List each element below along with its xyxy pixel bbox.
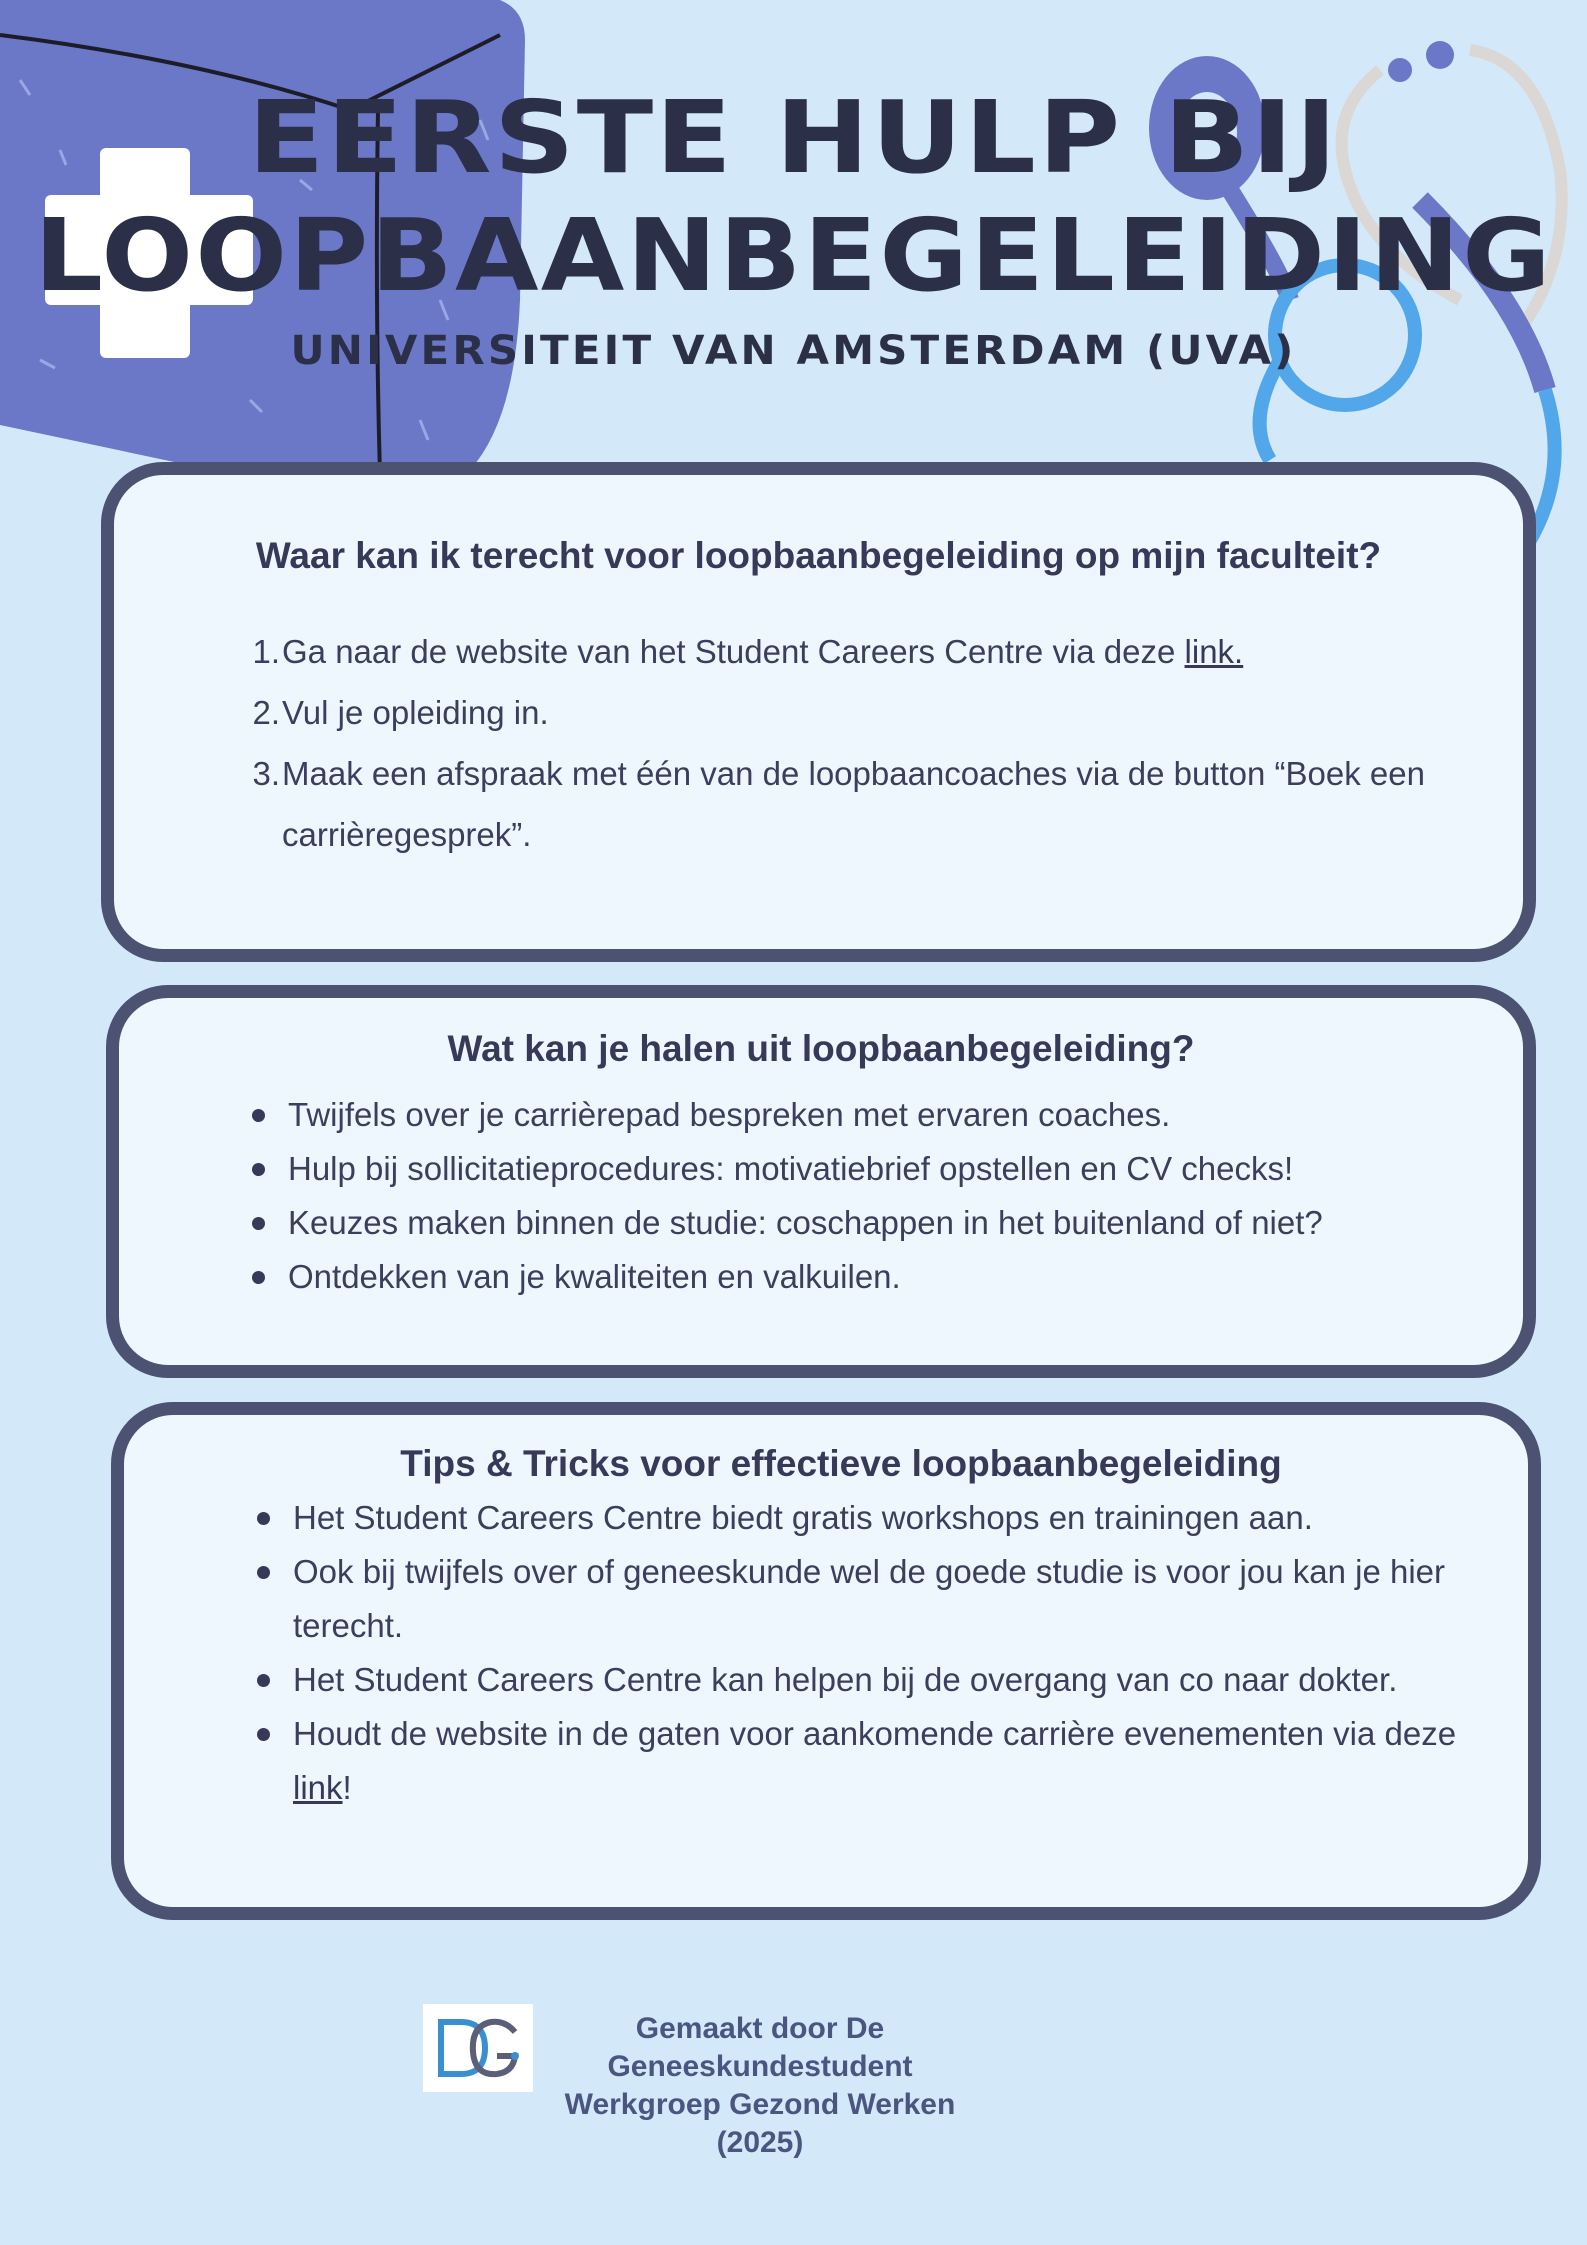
step-text: Ga naar de website van het Student Careers Centre via deze <box>282 633 1185 670</box>
step-text: Maak een afspraak met één van de loopbaancoaches via de button “Boek een carrièregesprek”. <box>282 755 1425 853</box>
footer-line1: Gemaakt door De Geneeskundestudent <box>607 2012 913 2083</box>
step-number: 1. <box>252 633 280 670</box>
list-item: Ook bij twijfels over of geneeskunde wel de goede studie is voor jou kan je hier terecht. <box>249 1545 1468 1653</box>
list-item <box>242 743 1523 865</box>
step-number: 2. <box>252 694 280 731</box>
list-item: Hulp bij sollicitatieprocedures: motivatiebrief opstellen en CV checks! <box>244 1142 1463 1196</box>
page-title-line2: LOOPBAANBEGELEIDING <box>34 197 1553 314</box>
footer-line2: Werkgroep Gezond Werken (2025) <box>564 2088 956 2159</box>
list-item: Het Student Careers Centre kan helpen bij de overgang van co naar dokter. <box>249 1653 1468 1707</box>
logo-icon <box>423 2004 533 2092</box>
list-item: Keuzes maken binnen de studie: coschappen in het buitenland of niet? <box>244 1196 1463 1250</box>
tips-heading: Tips & Tricks voor effectieve loopbaanbegeleiding <box>400 1443 1282 1484</box>
tip-text: Houdt de website in de gaten voor aankomende carrière evenementen via deze <box>293 1715 1457 1752</box>
tips-list <box>124 1491 1528 1815</box>
benefits-list <box>119 1088 1523 1304</box>
list-item: Twijfels over je carrièrepad bespreken met ervaren coaches. <box>244 1088 1463 1142</box>
faculty-info-heading: Waar kan ik terecht voor loopbaanbegeleiding op mijn faculteit? <box>255 535 1382 576</box>
steps-list <box>114 621 1523 865</box>
careers-centre-link[interactable]: link. <box>1184 633 1244 670</box>
dg-logo <box>423 2004 533 2092</box>
list-item <box>242 621 1523 682</box>
step-text: Vul je opleiding in. <box>282 694 549 731</box>
step-number: 3. <box>252 755 280 792</box>
list-item: Ontdekken van je kwaliteiten en valkuilen. <box>244 1250 1463 1304</box>
events-link[interactable]: link <box>293 1769 343 1806</box>
benefits-card <box>106 985 1536 1378</box>
footer-credit <box>560 2010 960 2162</box>
list-item <box>242 682 1523 743</box>
logo-text: DG <box>423 2004 425 2005</box>
list-item <box>249 1707 1468 1815</box>
list-item: Het Student Careers Centre biedt gratis workshops en trainingen aan. <box>249 1491 1468 1545</box>
faculty-info-card <box>101 462 1536 962</box>
page-title-line1: EERSTE HULP BIJ <box>247 79 1340 196</box>
benefits-heading: Wat kan je halen uit loopbaanbegeleiding? <box>447 1028 1195 1069</box>
page-subtitle: UNIVERSITEIT VAN AMSTERDAM (UVA) <box>290 328 1297 374</box>
tip-suffix: ! <box>342 1769 352 1806</box>
tips-card <box>111 1402 1541 1920</box>
